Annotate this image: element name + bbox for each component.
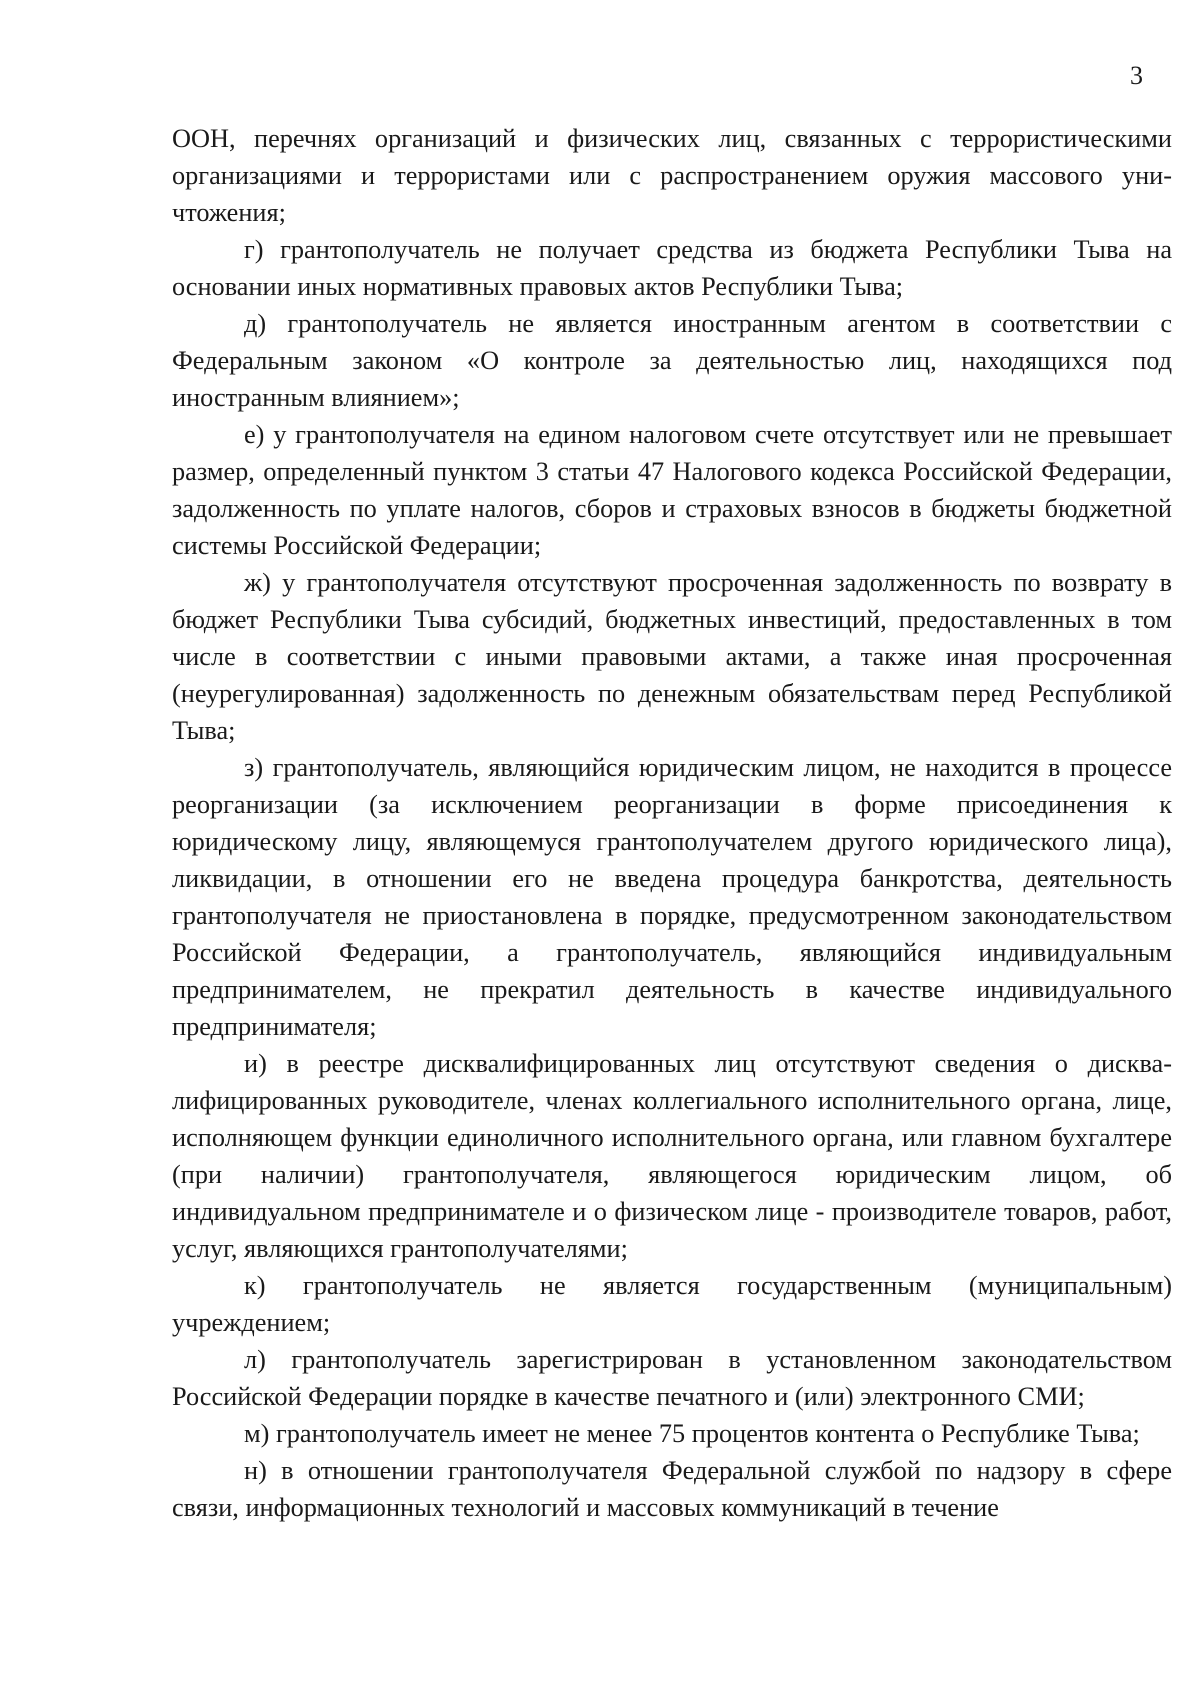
paragraph-item-z: з) грантополучатель, являющийся юридическим лицом, не находится в процессе реорганизации (за исключением реорганизации в форме присоединения к юридическому лицу, являющемуся грантополучателем другого юридического лица), ликвидации, в отношении его не введена процедура банкротства, деятельность грантополучателя не приостановлена в порядке, предусмотренном законодательством Российской Федерации, а грантополучатель, являющийся индивидуальным предпринимателем, не прекратил деятельность в качестве индивидуального предпринимателя; (172, 753, 1172, 1041)
paragraph-item-k: к) грантополучатель не является государственным (муниципальным) учреждением; (172, 1271, 1172, 1337)
document-body (172, 120, 1172, 1526)
paragraph-item-m: м) грантополучатель имеет не менее 75 процентов контента о Республике Тыва; (244, 1419, 1140, 1448)
paragraph-continuation: ООН, перечнях организаций и физических лиц, связанных с террористическими организациями и террористами или с распространением оружия массового уничтожения; (172, 124, 1172, 227)
paragraph-item-n: н) в отношении грантополучателя Федеральной службой по надзору в сфере связи, информационных технологий и массовых коммуникаций в течение (172, 1456, 1172, 1522)
paragraph-item-i: и) в реестре дисквалифицированных лиц отсутствуют сведения о дисквалифицированных руководителе, членах коллегиального исполнительного органа, лице, исполняющем функции единоличного исполнительного органа, или главном бухгалтере (при наличии) грантополучателя, являющегося юридическим лицом, об индивидуальном предпринимателе и о физическом лице - производителе товаров, работ, услуг, являющихся грантополучателями; (172, 1049, 1172, 1263)
paragraph-item-l: л) грантополучатель зарегистрирован в установленном законодательством Российской Федерации порядке в качестве печатного и (или) электронного СМИ; (172, 1345, 1172, 1411)
page-number: 3 (1130, 61, 1143, 90)
paragraph-item-zh: ж) у грантополучателя отсутствуют просроченная задолженность по возврату в бюджет Республики Тыва субсидий, бюджетных инвестиций, предоставленных в том числе в соответствии с иными правовыми актами, а также иная просроченная (неурегулированная) задолженность по денежным обязательствам перед Республикой Тыва; (172, 568, 1172, 745)
paragraph-item-e: е) у грантополучателя на едином налоговом счете отсутствует или не превышает размер, определенный пунктом 3 статьи 47 Налогового кодекса Российской Федерации, задолженность по уплате налогов, сборов и страховых взносов в бюджеты бюджетной системы Российской Федерации; (172, 420, 1172, 560)
paragraph-item-g: г) грантополучатель не получает средства из бюджета Республики Тыва на основании иных нормативных правовых актов Республики Тыва; (172, 235, 1172, 301)
paragraph-item-d: д) грантополучатель не является иностранным агентом в соответствии с Федеральным законом «О контроле за деятельностью лиц, находящихся под иностранным влиянием»; (172, 309, 1172, 412)
